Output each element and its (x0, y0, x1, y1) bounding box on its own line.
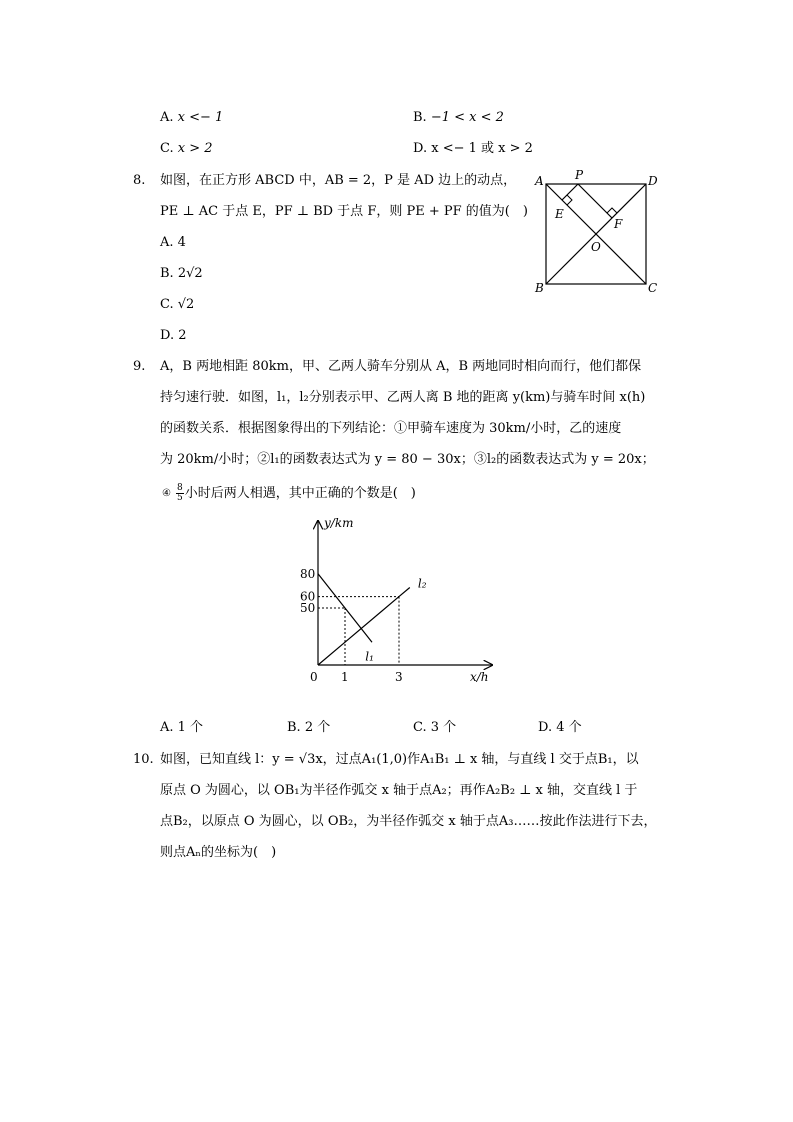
q9-line-1: A，B 两地相距 80km，甲、乙两人骑车分别从 A，B 两地同时相向而行，他们都保 (160, 359, 642, 374)
fraction-8-5 (176, 484, 184, 503)
fraction-numerator: 8 (177, 483, 183, 493)
q10-number: 10. (133, 752, 154, 767)
q9-option-a[interactable]: A. 1 个 (160, 720, 204, 735)
right-angle-e (567, 195, 572, 205)
y-tick-50: 50 (300, 601, 316, 615)
label-b: B (535, 281, 544, 295)
label-e: E (555, 207, 564, 221)
q9-option-d[interactable]: D. 4 个 (538, 720, 582, 735)
q10-line-2: 原点 O 为圆心，以 OB₁为半径作弧交 x 轴于点A₂；再作A₂B₂ ⊥ x 轴，交直线 l 于 (160, 783, 638, 798)
series-line-2 (318, 587, 410, 665)
y-tick-80: 80 (300, 566, 316, 581)
q7-option-d[interactable] (413, 140, 533, 158)
option-label: D. (413, 141, 428, 156)
fraction-denominator: 5 (177, 493, 183, 503)
q9-number: 9. (133, 359, 146, 374)
q10-line-3: 点B₂，以原点 O 为圆心，以 OB₂，为半径作弧交 x 轴于点A₃……按此作法进行下去， (160, 814, 657, 829)
label-a: A (535, 174, 544, 188)
option-text: x > 2 (177, 141, 213, 156)
q7-option-c[interactable] (160, 140, 213, 158)
option-text: x <− 1 或 x > 2 (431, 141, 533, 156)
q9-line-5 (160, 484, 416, 503)
q8-option-b[interactable] (160, 265, 203, 283)
x-axis-label: x/h (470, 670, 489, 684)
option-label: B. (413, 110, 427, 125)
q9-line-3: 的函数关系．根据图象得出的下列结论：①甲骑车速度为 30km/小时，乙的速度 (160, 421, 622, 436)
y-tick-60: 60 (300, 589, 316, 604)
origin-label: 0 (310, 670, 318, 684)
q10-line-4: 则点Aₙ的坐标为( ) (160, 845, 277, 860)
option-text: −1 < x < 2 (430, 110, 504, 125)
option-label: C. (160, 141, 174, 156)
x-tick-3: 3 (395, 670, 403, 684)
q9-line-4: 为 20km/小时；②l₁的函数表达式为 y = 80 − 30x；③l₂的函数表达式为 y = 20x； (160, 452, 655, 467)
q8-option-a[interactable]: A. 4 (160, 235, 186, 250)
q8-line-2: PE ⊥ AC 于点 E，PF ⊥ BD 于点 F，则 PE + PF 的值为( ) (160, 204, 528, 219)
option-label: B. (160, 266, 178, 281)
label-c: C (648, 281, 658, 295)
label-f: F (614, 217, 623, 231)
q8-option-c[interactable] (160, 296, 194, 314)
series-label-l2: l₂ (417, 576, 427, 591)
q7-option-a[interactable] (160, 109, 223, 127)
label-o: O (591, 240, 601, 254)
q10-line-1: 如图，已知直线 l：y = √3x，过点A₁(1,0)作A₁B₁ ⊥ x 轴，与直线 l 交于点B₁，以 (160, 752, 639, 767)
option-value: 2√2 (177, 266, 203, 281)
right-angle-f (607, 208, 617, 213)
square-figure (530, 165, 660, 300)
label-d: D (648, 174, 658, 188)
option-text: x <− 1 (177, 110, 224, 125)
q8-number: 8. (133, 173, 146, 188)
q8-option-d[interactable]: D. 2 (160, 328, 187, 343)
circled-four: ④ (162, 488, 171, 499)
q8-line-1: 如图，在正方形 ABCD 中，AB = 2，P 是 AD 边上的动点， (160, 173, 517, 188)
x-tick-1: 1 (341, 670, 349, 684)
q9-option-c[interactable]: C. 3 个 (413, 720, 457, 735)
q9-option-b[interactable]: B. 2 个 (287, 720, 331, 735)
series-label-l1: l₁ (365, 649, 374, 664)
q7-option-b[interactable] (413, 109, 504, 127)
label-p: P (575, 168, 584, 182)
q9-line-2: 持匀速行驶．如图，l₁，l₂分别表示甲、乙两人离 B 地的距离 y(km)与骑车时间 x(h) (160, 390, 646, 405)
y-axis-label: y/km (324, 516, 354, 530)
option-label: C. (160, 297, 178, 312)
distance-time-chart (290, 515, 500, 685)
option-value: √2 (177, 297, 195, 312)
q9-line-5-text: 小时后两人相遇，其中正确的个数是( ) (184, 486, 416, 501)
option-label: A. (160, 110, 174, 125)
